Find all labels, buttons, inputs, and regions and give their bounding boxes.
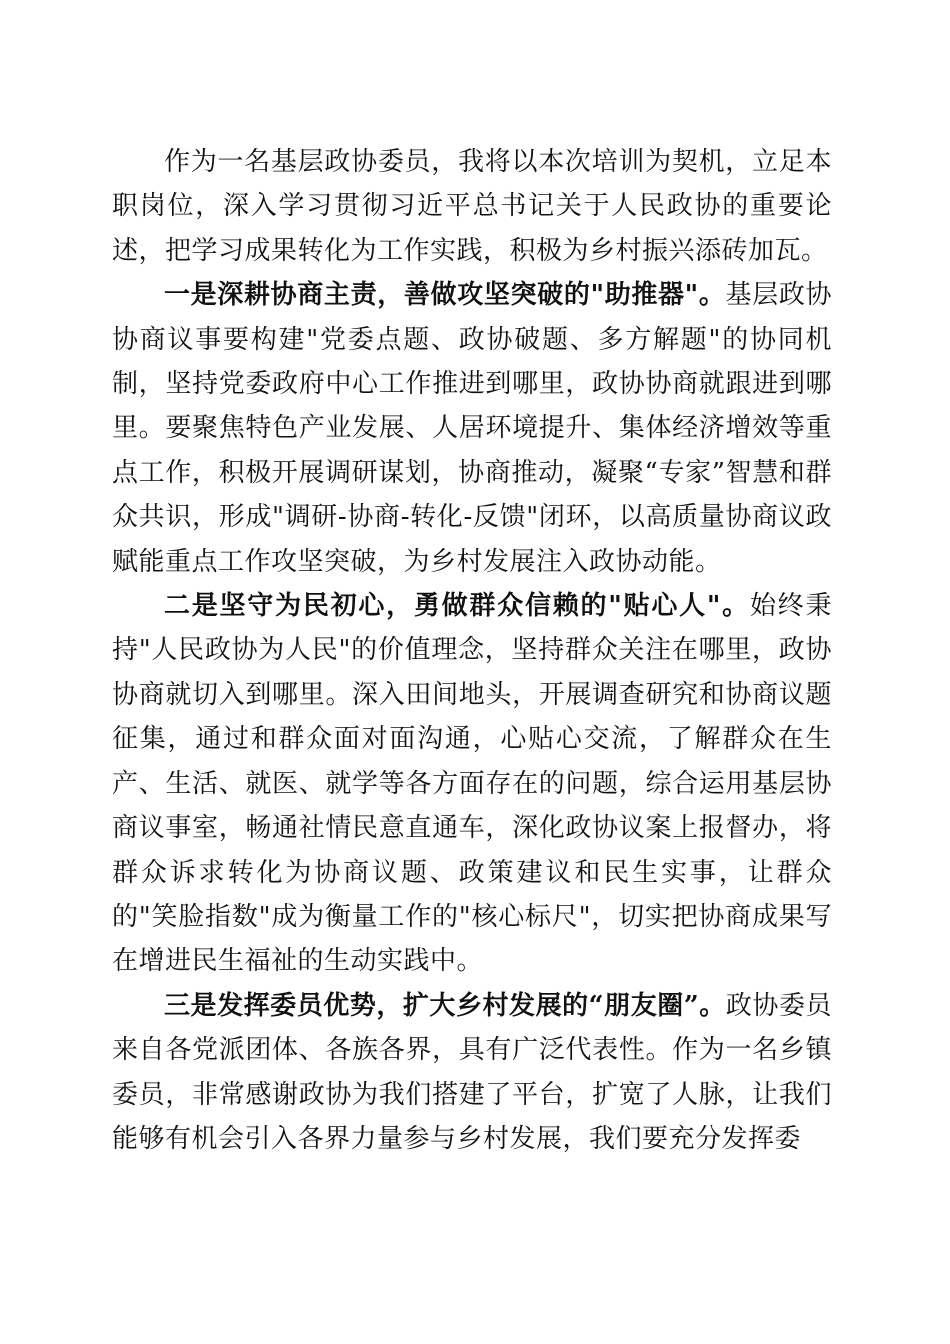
paragraph-lead: 二是坚守为民初心，勇做群众信赖的"贴心人"。 xyxy=(164,591,750,622)
paragraph-intro xyxy=(112,140,832,273)
paragraph-point-two xyxy=(112,584,832,984)
paragraph-text: 基层政协协商议事要构建"党委点题、政协破题、多方解题"的协同机制，坚持党委政府中心工作推进到哪里，政协协商就跟进到哪里。要聚焦特色产业发展、人居环境提升、集体经济增效等重点工作，积极开展调研谋划，协商推动，凝聚“专家”智慧和群众共识，形成"调研-协商-转化-反馈"闭环，以高质量协商议政赋能重点工作攻坚突破，为乡村发展注入政协动能。 xyxy=(112,280,832,577)
paragraph-lead: 三是发挥委员优势，扩大乡村发展的“朋友圈”。 xyxy=(164,990,726,1021)
paragraph-lead: 一是深耕协商主责，善做攻坚突破的"助推器"。 xyxy=(164,280,726,311)
paragraph-point-three xyxy=(112,984,832,1162)
paragraph-text: 始终秉持"人民政协为人民"的价值理念，坚持群众关注在哪里，政协协商就切入到哪里。深入田间地头，开展调查研究和协商议题征集，通过和群众面对面沟通，心贴心交流，了解群众在生产、生活、就医、就学等各方面存在的问题，综合运用基层协商议事室，畅通社情民意直通车，深化政协议案上报督办，将群众诉求转化为协商议题、政策建议和民生实事，让群众的"笑脸指数"成为衡量工作的"核心标尺"，切实把协商成果写在增进民生福祉的生动实践中。 xyxy=(112,591,832,977)
document-body xyxy=(112,140,832,1161)
paragraph-point-one xyxy=(112,273,832,584)
paragraph-text: 政协委员来自各党派团体、各族各界，具有广泛代表性。作为一名乡镇委员，非常感谢政协为我们搭建了平台，扩宽了人脉，让我们能够有机会引入各界力量参与乡村发展，我们要充分发挥委 xyxy=(112,990,832,1154)
paragraph-text: 作为一名基层政协委员，我将以本次培训为契机，立足本职岗位，深入学习贯彻习近平总书记关于人民政协的重要论述，把学习成果转化为工作实践，积极为乡村振兴添砖加瓦。 xyxy=(112,147,832,266)
